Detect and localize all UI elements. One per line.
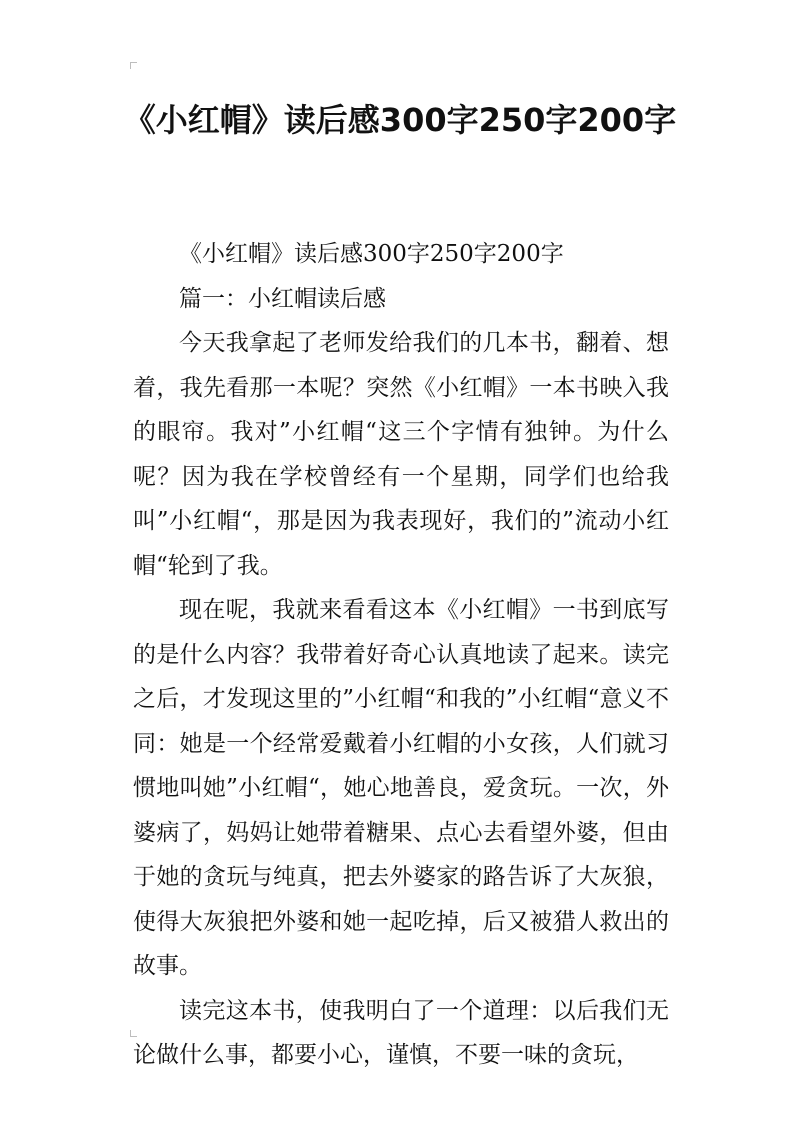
paragraph: 篇一：小红帽读后感 xyxy=(179,285,386,312)
document-title: 《小红帽》读后感300字250字200字 xyxy=(123,101,677,139)
paragraph: 《小红帽》读后感300字250字200字 xyxy=(179,241,564,267)
paragraph: 现在呢，我就来看看这本《小红帽》一书到底写的是什么内容？我带着好奇心认真地读了起来。读完之后，才发现这里的”小红帽“和我的”小红帽“意义不同：她是一个经常爱戴着小红帽的小女孩，人们就习惯地叫她”小红帽“，她心地善良，爱贪玩。一次，外婆病了，妈妈让她带着糖果、点心去看望外婆，但由于她的贪玩与纯真，把去外婆家的路告诉了大灰狼，使得大灰狼把外婆和她一起吃掉，后又被猎人救出的故事。 xyxy=(133,597,669,979)
paragraph: 今天我拿起了老师发给我们的几本书，翻着、想着，我先看那一本呢？突然《小红帽》一本书映入我的眼帘。我对”小红帽“这三个字情有独钟。为什么呢？因为我在学校曾经有一个星期，同学们也给我叫”小红帽“，那是因为我表现好，我们的”流动小红帽“轮到了我。 xyxy=(133,330,669,579)
paragraph: 读完这本书，使我明白了一个道理：以后我们无论做什么事，都要小心，谨慎，不要一味的贪玩， xyxy=(133,997,669,1068)
corner-crop-mark xyxy=(130,62,137,69)
document-body xyxy=(133,232,669,1078)
